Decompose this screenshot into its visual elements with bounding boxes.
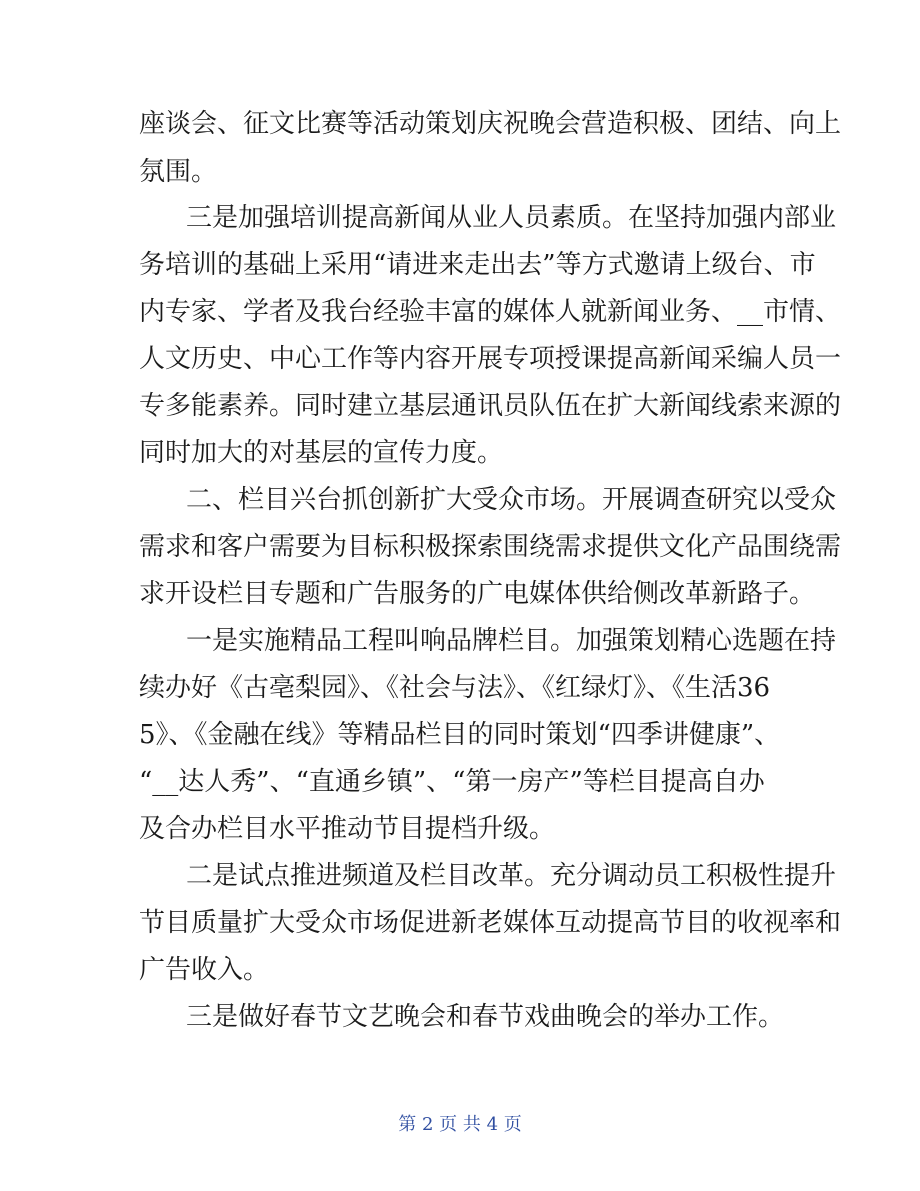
text-line: 需求和客户需要为目标积极探索围绕需求提供文化产品围绕需 — [139, 532, 842, 562]
text-line: 节目质量扩大受众市场促进新老媒体互动提高节目的收视率和 — [139, 908, 842, 938]
text-line: 广告收入。 — [139, 955, 270, 985]
page-number-footer: 第 2 页 共 4 页 — [398, 1114, 522, 1135]
text-line: 座谈会、征文比赛等活动策划庆祝晚会营造积极、团结、向上 — [139, 109, 842, 139]
text-line: 二是试点推进频道及栏目改革。充分调动员工积极性提升 — [186, 861, 837, 891]
text-line: 三是做好春节文艺晚会和春节戏曲晚会的举办工作。 — [186, 1002, 785, 1032]
text-line: 续办好《古亳梨园》、《社会与法》、《红绿灯》、《生活36 — [139, 673, 771, 703]
text-line: 二、栏目兴台抓创新扩大受众市场。开展调查研究以受众 — [186, 485, 837, 515]
text-line: 5》、《金融在线》等精品栏目的同时策划“四季讲健康”、 — [139, 720, 781, 750]
text-line: 专多能素养。同时建立基层通讯员队伍在扩大新闻线索来源的 — [139, 391, 842, 421]
text-line: 内专家、学者及我台经验丰富的媒体人就新闻业务、__市情、 — [139, 297, 842, 327]
text-line: 及合办栏目水平推动节目提档升级。 — [139, 814, 556, 844]
text-line: 三是加强培训提高新闻从业人员素质。在坚持加强内部业 — [186, 203, 837, 233]
text-line: 求开设栏目专题和广告服务的广电媒体供给侧改革新路子。 — [139, 579, 816, 609]
text-line: 一是实施精品工程叫响品牌栏目。加强策划精心选题在持 — [186, 626, 837, 656]
text-line: 务培训的基础上采用“请进来走出去”等方式邀请上级台、市 — [139, 250, 816, 280]
text-line: 氛围。 — [139, 157, 218, 187]
text-line: 同时加大的对基层的宣传力度。 — [139, 438, 504, 468]
text-line: “__达人秀”、“直通乡镇”、“第一房产”等栏目提高自办 — [139, 767, 765, 797]
text-line: 人文历史、中心工作等内容开展专项授课提高新闻采编人员一 — [139, 344, 842, 374]
